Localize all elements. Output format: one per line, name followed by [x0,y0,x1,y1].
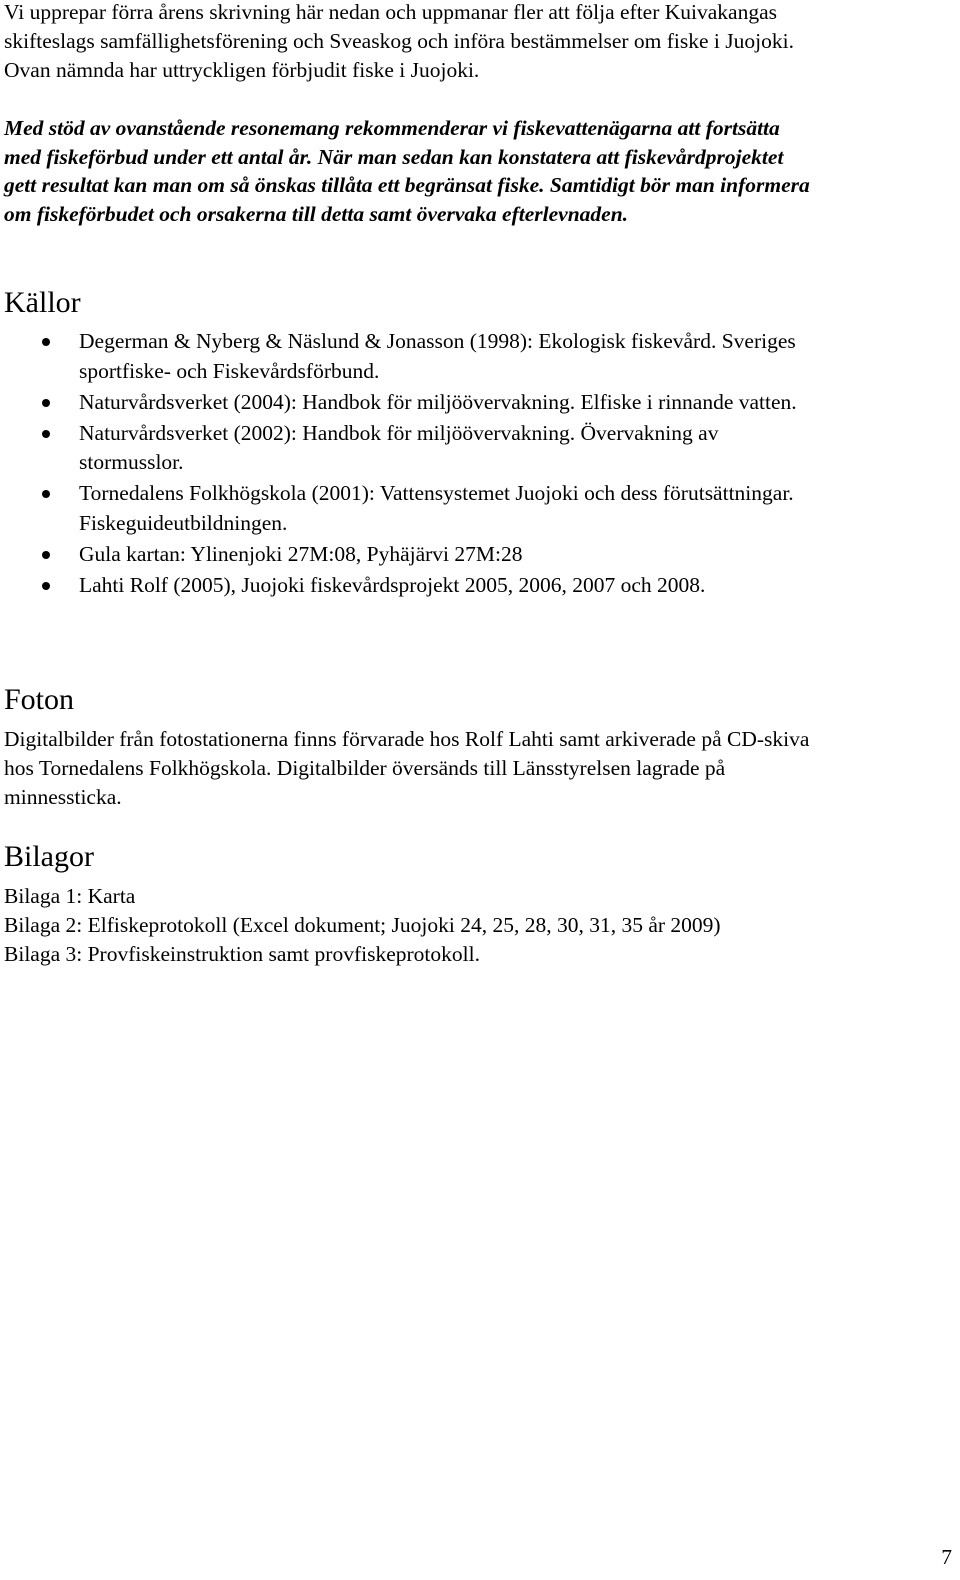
photos-line: Digitalbilder från fotostationerna finns förvarade hos Rolf Lahti samt arkiverade på CD-skiva [4,727,810,751]
appendices-heading: Bilagor [4,840,94,873]
bullet-icon [42,582,50,590]
source-item: Degerman & Nyberg & Näslund & Jonasson (1998): Ekologisk fiskevård. Sveriges sportfiske- och Fiskevårdsförbund. [4,327,949,386]
recommendation-line: Med stöd av ovanstående resonemang rekommenderar vi fiskevattenägarna att fortsätta [4,116,780,140]
appendices-list [4,882,949,969]
bullet-icon [42,338,50,346]
recommendation-line: med fiskeförbud under ett antal år. När man sedan kan konstatera att fiskevårdprojektet [4,144,784,169]
photos-paragraph [4,725,949,812]
intro-line: skifteslags samfällighetsförening och Sveaskog och införa bestämmelser om fiske i Juojoki. [4,29,794,53]
bullet-icon [42,551,50,559]
source-item: Lahti Rolf (2005), Juojoki fiskevårdsprojekt 2005, 2006, 2007 och 2008. [4,571,949,601]
recommendation-line: gett resultat kan man om så önskas tillåta ett begränsat fiske. Samtidigt bör man informera [4,173,810,197]
photos-line: hos Tornedalens Folkhögskola. Digitalbilder översänds till Länsstyrelsen lagrade på [4,756,726,780]
source-item: Tornedalens Folkhögskola (2001): Vattensystemet Juojoki och dess förutsättningar. Fiskeguideutbildningen. [4,479,949,538]
recommendation-paragraph [4,114,949,228]
bullet-icon [42,399,50,407]
appendix-item: Bilaga 3: Provfiskeinstruktion samt provfiskeprotokoll. [4,942,480,966]
intro-paragraph [4,0,949,85]
intro-line: Ovan nämnda har uttryckligen förbjudit fiske i Juojoki. [4,58,480,82]
intro-line: Vi upprepar förra årens skrivning här nedan och uppmanar fler att följa efter Kuivakangas [4,0,777,24]
recommendation-line: om fiskeförbudet och orsakerna till detta samt övervaka efterlevnaden. [4,201,629,226]
sources-list [4,327,949,602]
bullet-icon [42,490,50,498]
source-item: Naturvårdsverket (2002): Handbok för miljöövervakning. Övervakning av stormusslor. [4,419,949,478]
appendix-item: Bilaga 2: Elfiskeprotokoll (Excel dokument; Juojoki 24, 25, 28, 30, 31, 35 år 2009) [4,913,721,937]
photos-heading: Foton [4,683,75,716]
appendix-item: Bilaga 1: Karta [4,884,136,908]
source-item: Naturvårdsverket (2004): Handbok för miljöövervakning. Elfiske i rinnande vatten. [4,388,949,418]
source-item: Gula kartan: Ylinenjoki 27M:08, Pyhäjärvi 27M:28 [4,540,949,570]
page-number: 7 [941,1545,952,1569]
photos-line: minnessticka. [4,785,122,809]
bullet-icon [42,430,50,438]
sources-heading: Källor [4,286,81,319]
